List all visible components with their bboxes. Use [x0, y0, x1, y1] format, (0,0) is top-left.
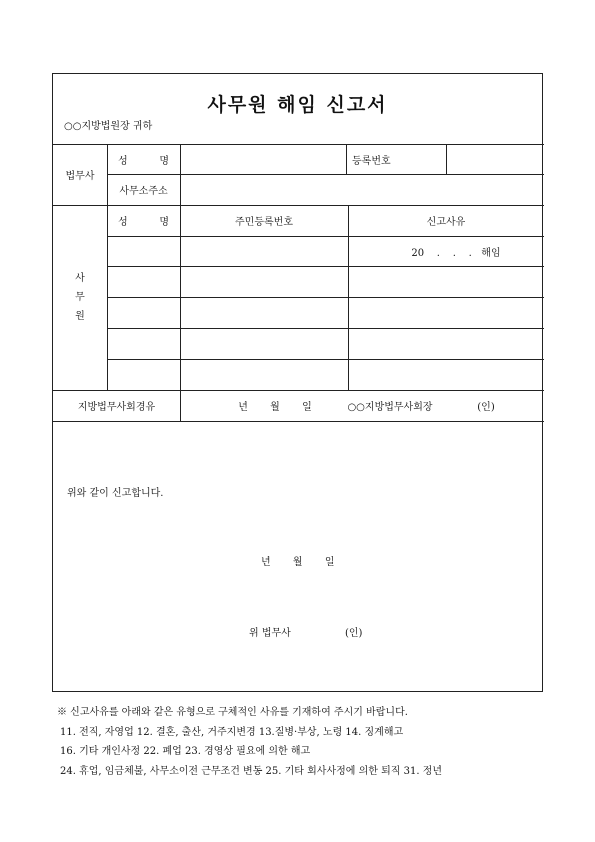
rule [53, 421, 544, 422]
rule [107, 297, 544, 298]
form-frame [52, 73, 543, 692]
note-line: ※ 신고사유를 아래와 같은 유형으로 구체적인 사유를 기재하여 주시기 바랍니다. [57, 707, 408, 718]
reg-no-label: 등록번호 [352, 155, 391, 167]
rule [107, 328, 544, 329]
lawyer-name-label: 성 명 [117, 155, 170, 167]
reg-no-field[interactable] [446, 144, 544, 174]
rule [107, 359, 544, 360]
reason-code-notes [57, 703, 442, 781]
clerk-reason-header: 신고사유 [426, 217, 466, 228]
lawyer-section-label: 법무사 [65, 171, 95, 182]
declaration-text: 위와 같이 신고합니다. [67, 488, 164, 499]
office-address-label: 사무소주소 [119, 186, 168, 197]
association-signer: ○○지방법무사회장 [347, 402, 433, 413]
lawyer-name-field[interactable] [180, 144, 346, 174]
clerk-reason-field[interactable]: 20 . . . 해임 [411, 247, 501, 259]
note-line: 16. 기타 개인사정 22. 폐업 23. 경영상 필요에 의한 해고 [60, 746, 311, 757]
note-line: 11. 전직, 자영업 12. 결혼, 출산, 거주지변경 13.질병·부상, 노령 14. 징계해고 [60, 726, 404, 738]
clerk-name-header: 성 명 [117, 217, 170, 228]
association-seal: (인) [477, 402, 495, 413]
association-label: 지방법무사회경유 [77, 402, 156, 413]
association-date: 년 월 일 [238, 402, 312, 413]
clerk-label-char: 사 [75, 273, 85, 284]
signature-seal: (인) [345, 628, 363, 639]
clerk-label-char: 무 [75, 292, 85, 303]
clerk-label-char: 원 [75, 311, 85, 322]
addressee: ○○지방법원장 귀하 [64, 121, 153, 132]
office-address-field[interactable] [180, 174, 544, 205]
rule [180, 390, 181, 421]
declaration-date: 년 월 일 [261, 557, 335, 568]
signature-label: 위 법무사 [249, 628, 291, 639]
clerk-id-header: 주민등록번호 [235, 217, 293, 228]
clerk-section-label [53, 205, 107, 390]
rule [107, 266, 544, 267]
form-title: 사무원 해임 신고서 [207, 94, 388, 116]
note-line: 24. 휴업, 임금체불, 사무소이전 근무조건 변동 25. 기타 회사사정에 의한 퇴직 31. 정년 [60, 765, 443, 777]
